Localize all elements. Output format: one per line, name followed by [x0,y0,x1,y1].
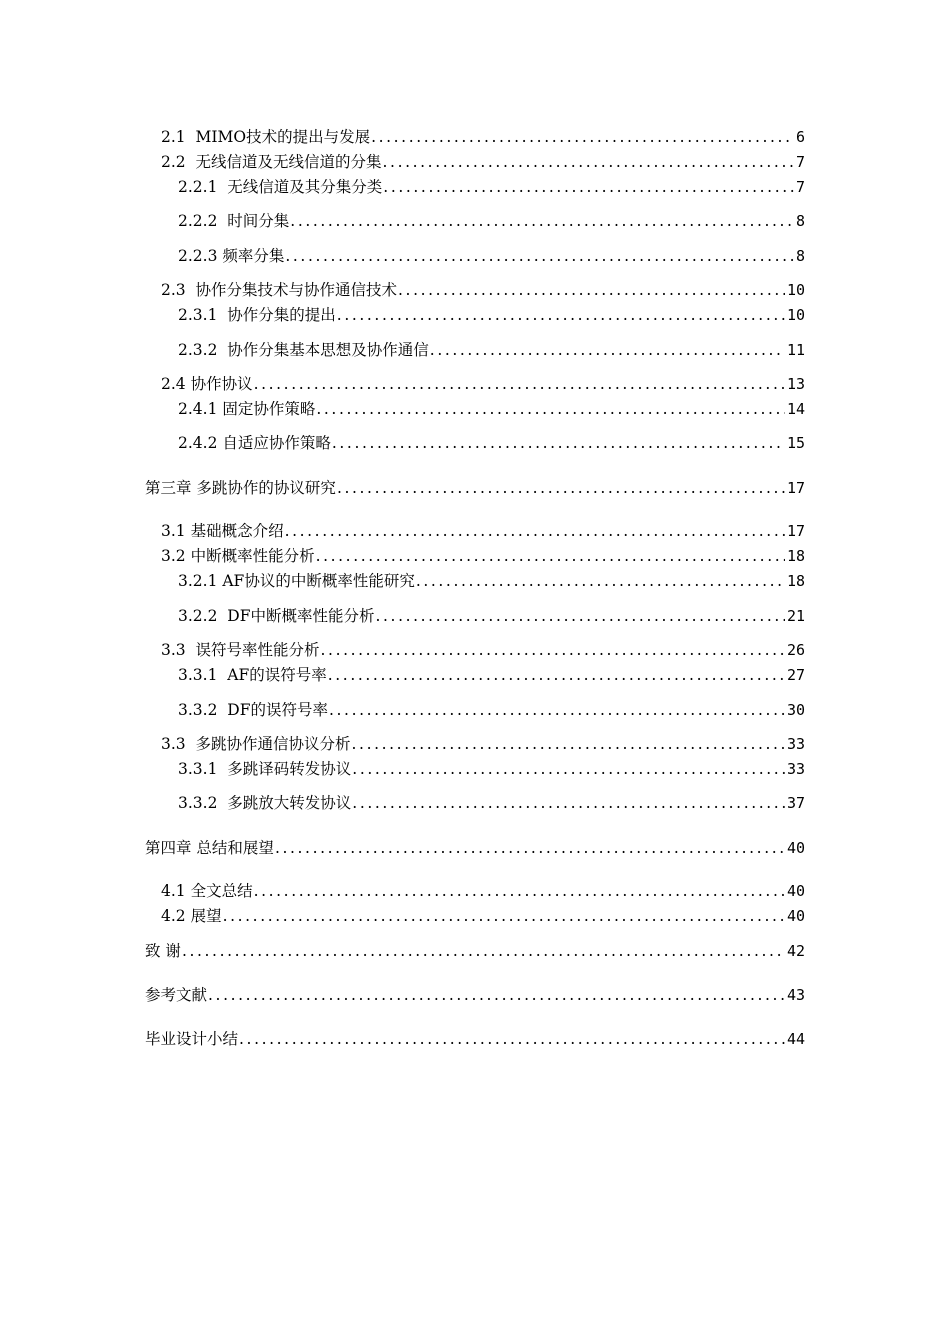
toc-entry-label: 3.3.1 AF的误符号率 [178,666,327,684]
toc-entry-page-number: 42 [786,942,805,960]
toc-dot-leader [430,340,785,360]
toc-entry-4-1[interactable] [161,881,805,901]
toc-dot-leader [383,152,794,172]
toc-entry-page-number: 37 [786,794,805,812]
toc-entry-2-1[interactable] [161,127,805,147]
toc-entry-label: 参考文献 [145,986,208,1004]
toc-entry-page-number: 17 [786,479,805,497]
toc-entry-label: 2.3.1 协作分集的提出 [178,306,336,324]
toc-entry-2-3-2[interactable] [178,340,805,360]
toc-entry-label: 2.3.2 协作分集基本思想及协作通信 [178,341,429,359]
toc-dot-leader [329,700,785,720]
toc-entry-label: 3.2.2 DF中断概率性能分析 [178,607,375,625]
toc-entry-3-3-1[interactable] [178,665,805,685]
toc-entry-3-3-1b[interactable] [178,759,805,779]
toc-entry-label: 3.3.2 多跳放大转发协议 [178,794,352,812]
toc-dot-leader [208,985,785,1005]
toc-entry-label: 3.1 基础概念介绍 [161,522,284,540]
toc-dot-leader [285,521,785,541]
toc-entry-label: 2.2 无线信道及无线信道的分集 [161,153,382,171]
toc-dot-leader [337,305,785,325]
toc-entry-page-number: 7 [795,153,805,171]
toc-entry-label: 2.4 协作协议 [161,375,253,393]
toc-entry-label: 2.2.1 无线信道及其分集分类 [178,178,383,196]
toc-entry-label: 3.3 误符号率性能分析 [161,641,320,659]
toc-entry-2-4-1[interactable] [178,399,805,419]
toc-dot-leader [321,640,785,660]
toc-dot-leader [316,546,785,566]
toc-entry-page-number: 13 [786,375,805,393]
toc-entry-page-number: 11 [786,341,805,359]
toc-entry-2-4-2[interactable] [178,433,805,453]
toc-dot-leader [352,793,785,813]
toc-entry-3-2-1[interactable] [178,571,805,591]
toc-entry-2-2-3[interactable] [178,246,805,266]
toc-entry-page-number: 43 [786,986,805,1004]
toc-dot-leader [290,211,794,231]
toc-dot-leader [254,881,785,901]
toc-entry-label: 2.1 MIMO技术的提出与发展 [161,128,371,146]
toc-entry-label: 3.2.1 AF协议的中断概率性能研究 [178,572,415,590]
toc-entry-page-number: 8 [795,212,805,230]
toc-entry-2-3[interactable] [161,280,805,300]
toc-entry-label: 2.4.1 固定协作策略 [178,400,316,418]
toc-dot-leader [328,665,785,685]
toc-entry-label: 毕业设计小结 [145,1030,239,1048]
toc-entry-page-number: 44 [786,1030,805,1048]
toc-entry-page-number: 40 [786,839,805,857]
toc-entry-label: 2.2.3 频率分集 [178,247,285,265]
toc-entry-page-number: 18 [786,547,805,565]
toc-dot-leader [416,571,785,591]
toc-entry-label: 第四章 总结和展望 [145,839,274,857]
toc-entry-page-number: 18 [786,572,805,590]
toc-entry-3-3-2[interactable] [178,700,805,720]
toc-dot-leader [275,838,785,858]
toc-entry-page-number: 21 [786,607,805,625]
toc-entry-label: 2.4.2 自适应协作策略 [178,434,331,452]
toc-entry-page-number: 14 [786,400,805,418]
toc-entry-page-number: 15 [786,434,805,452]
toc-entry-2-2-2[interactable] [178,211,805,231]
toc-entry-label: 2.2.2 时间分集 [178,212,290,230]
toc-dot-leader [337,478,785,498]
toc-entry-label: 3.3.1 多跳译码转发协议 [178,760,352,778]
toc-entry-3-3b[interactable] [161,734,805,754]
toc-entry-references[interactable] [145,985,805,1005]
toc-dot-leader [398,280,785,300]
toc-entry-page-number: 10 [786,281,805,299]
toc-entry-page-number: 7 [795,178,805,196]
toc-entry-chapter-3[interactable] [145,478,805,498]
toc-entry-3-1[interactable] [161,521,805,541]
toc-entry-page-number: 26 [786,641,805,659]
toc-entry-page-number: 33 [786,760,805,778]
toc-dot-leader [316,399,785,419]
toc-entry-acknowledgements[interactable] [145,941,805,961]
toc-entry-3-3[interactable] [161,640,805,660]
toc-entry-2-2-1[interactable] [178,177,805,197]
toc-entry-page-number: 40 [786,907,805,925]
toc-entry-2-4[interactable] [161,374,805,394]
toc-entry-page-number: 6 [795,128,805,146]
toc-entry-4-2[interactable] [161,906,805,926]
toc-entry-2-2[interactable] [161,152,805,172]
toc-dot-leader [375,606,784,626]
toc-entry-chapter-4[interactable] [145,838,805,858]
toc-entry-page-number: 30 [786,701,805,719]
toc-dot-leader [383,177,794,197]
toc-entry-label: 3.2 中断概率性能分析 [161,547,315,565]
toc-dot-leader [285,246,794,266]
toc-entry-page-number: 17 [786,522,805,540]
toc-entry-page-number: 10 [786,306,805,324]
toc-entry-summary[interactable] [145,1029,805,1049]
toc-dot-leader [332,433,785,453]
toc-entry-label: 2.3 协作分集技术与协作通信技术 [161,281,398,299]
toc-dot-leader [352,734,785,754]
toc-entry-page-number: 8 [795,247,805,265]
toc-entry-label: 3.3.2 DF的误符号率 [178,701,328,719]
toc-dot-leader [239,1029,785,1049]
toc-entry-3-2-2[interactable] [178,606,805,626]
toc-entry-page-number: 27 [786,666,805,684]
toc-dot-leader [254,374,785,394]
toc-entry-3-3-2b[interactable] [178,793,805,813]
toc-entry-2-3-1[interactable] [178,305,805,325]
toc-entry-label: 3.3 多跳协作通信协议分析 [161,735,351,753]
toc-dot-leader [223,906,785,926]
toc-dot-leader [182,941,785,961]
toc-dot-leader [371,127,794,147]
toc-entry-label: 4.1 全文总结 [161,882,253,900]
toc-entry-label: 第三章 多跳协作的协议研究 [145,479,336,497]
toc-entry-page-number: 33 [786,735,805,753]
toc-dot-leader [352,759,785,779]
toc-entry-3-2[interactable] [161,546,805,566]
toc-entry-label: 致 谢 [145,942,181,960]
toc-entry-label: 4.2 展望 [161,907,222,925]
toc-entry-page-number: 40 [786,882,805,900]
